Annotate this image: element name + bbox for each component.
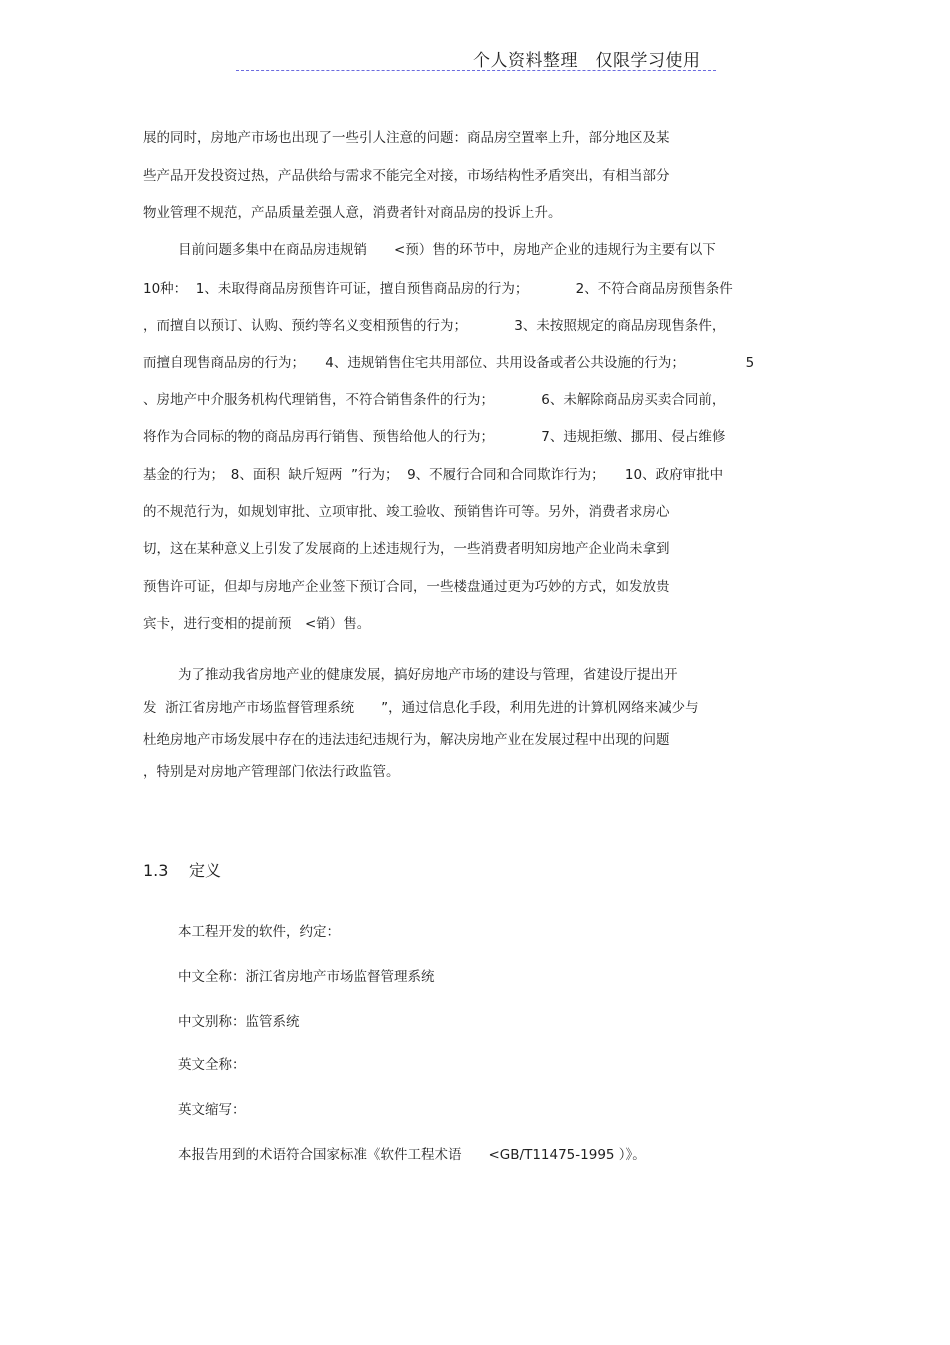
header-divider (236, 70, 716, 71)
body-line: 基金的行为； 8、面积 缺斤短两 ”行为； 9、不履行合同和合同欺诈行为； 10、政府审批中 (143, 467, 724, 483)
body-line: 发 浙江省房地产市场监督管理系统 ”，通过信息化手段，利用先进的计算机网络来减少与 (143, 700, 699, 716)
body-line: 切，这在某种意义上引发了发展商的上述违规行为，一些消费者明知房地产企业尚未拿到 (143, 541, 670, 557)
body-line: ，而擅自以预订、认购、预约等名义变相预售的行为； 3、未按照规定的商品房现售条件， (143, 318, 726, 334)
body-line: 宾卡，进行变相的提前预 <销）售。 (143, 616, 371, 632)
body-line: 展的同时，房地产市场也出现了一些引人注意的问题：商品房空置率上升，部分地区及某 (143, 130, 670, 146)
body-line: 将作为合同标的物的商品房再行销售、预售给他人的行为； 7、违规拒缴、挪用、侵占维修 (143, 429, 726, 445)
definition-line: 中文全称：浙江省房地产市场监督管理系统 (178, 969, 435, 985)
body-line: 10种： 1、未取得商品房预售许可证，擅自预售商品房的行为； 2、不符合商品房预售条件 (143, 281, 733, 297)
definition-line: 本工程开发的软件，约定： (178, 924, 340, 940)
section-title: 定义 (189, 861, 222, 880)
section-number: 1.3 (143, 861, 169, 880)
body-line: ，特别是对房地产管理部门依法行政监管。 (143, 764, 400, 780)
body-line: 而擅自现售商品房的行为； 4、违规销售住宅共用部位、共用设备或者公共设施的行为； 5 (143, 355, 755, 371)
body-line: 杜绝房地产市场发展中存在的违法违纪违规行为，解决房地产业在发展过程中出现的问题 (143, 732, 670, 748)
definition-line: 本报告用到的术语符合国家标准《软件工程术语 <GB/T11475-1995 ）》。 (178, 1147, 646, 1163)
definition-line: 英文缩写： (178, 1102, 246, 1118)
body-line: 为了推动我省房地产业的健康发展，搞好房地产市场的建设与管理，省建设厅提出开 (178, 667, 678, 683)
body-line: 的不规范行为，如规划审批、立项审批、竣工验收、预销售许可等。另外，消费者求房心 (143, 504, 670, 520)
definition-line: 中文别称：监管系统 (178, 1014, 300, 1030)
body-line: 目前问题多集中在商品房违规销 <预）售的环节中，房地产企业的违规行为主要有以下 (178, 242, 716, 258)
section-heading (143, 858, 221, 881)
body-line: 预售许可证，但却与房地产企业签下预订合同，一些楼盘通过更为巧妙的方式，如发放贵 (143, 579, 670, 595)
body-line: 些产品开发投资过热，产品供给与需求不能完全对接，市场结构性矛盾突出，有相当部分 (143, 168, 670, 184)
body-line: 、房地产中介服务机构代理销售，不符合销售条件的行为； 6、未解除商品房买卖合同前， (143, 392, 726, 408)
page-header: 个人资料整理 仅限学习使用 (473, 51, 701, 71)
definition-line: 英文全称： (178, 1057, 246, 1073)
body-line: 物业管理不规范，产品质量差强人意，消费者针对商品房的投诉上升。 (143, 205, 562, 221)
